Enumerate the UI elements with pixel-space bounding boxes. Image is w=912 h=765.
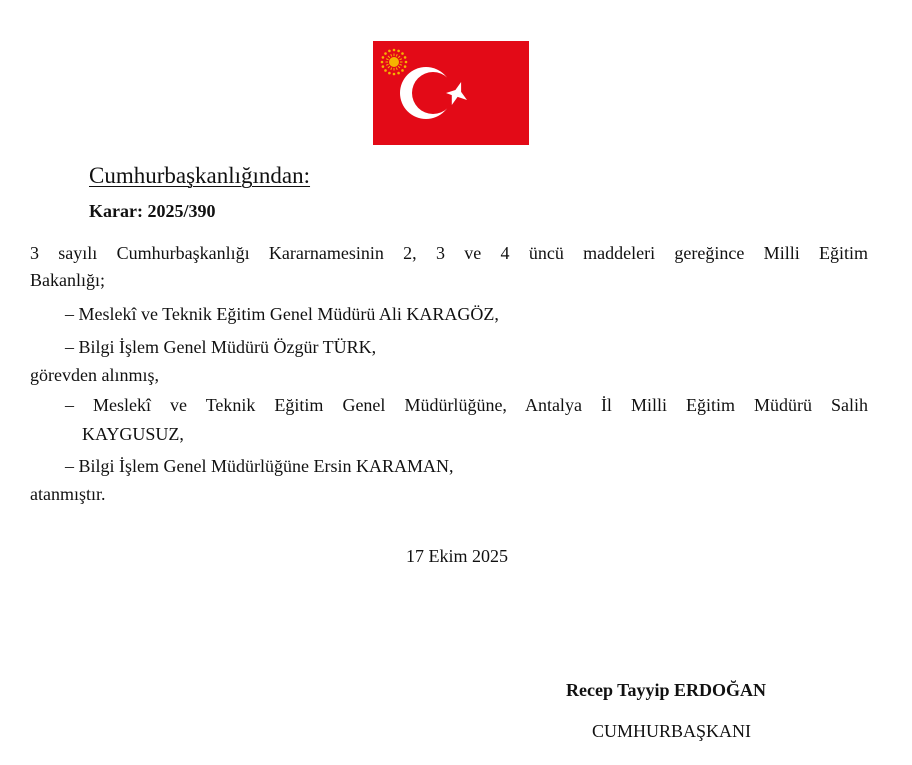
seal-star [405,61,408,64]
intro-line-1: 3 sayılı Cumhurbaşkanlığı Kararnamesinin 2, 3 ve 4 üncü maddeleri gereğince Milli Eğitim [30,243,868,263]
appointed-item-1-line-2: KAYGUSUZ, [82,424,184,444]
seal-star [397,72,400,75]
seal-star [401,52,404,55]
seal-star [397,50,400,53]
removed-item-2: – Bilgi İşlem Genel Müdürü Özgür TÜRK, [65,337,377,357]
seal-star [393,49,396,52]
seal-star [404,65,407,68]
appointed-item-2: – Bilgi İşlem Genel Müdürlüğüne Ersin KARAMAN, [65,456,454,476]
removed-suffix: görevden alınmış, [30,365,159,385]
appointed-item-1-line-1: – Meslekî ve Teknik Eğitim Genel Müdürlüğüne, Antalya İl Milli Eğitim Müdürü Salih [65,395,868,415]
flag-icon [373,41,529,145]
seal-star [388,72,391,75]
signer-name: Recep Tayyip ERDOĞAN [566,680,767,700]
seal-star [404,56,407,59]
signer-title: CUMHURBAŞKANI [592,721,752,741]
seal-star [401,69,404,72]
decision-date: 17 Ekim 2025 [406,546,508,566]
seal-star [393,73,396,76]
seal-star [382,65,385,68]
seal-star [382,56,385,59]
seal-star [381,61,384,64]
seal-star [384,69,387,72]
intro-line-2: Bakanlığı; [30,270,105,290]
seal-sun [389,57,399,67]
turkish-flag [373,41,529,145]
removed-item-1: – Meslekî ve Teknik Eğitim Genel Müdürü Ali KARAGÖZ, [65,304,499,324]
seal-star [384,52,387,55]
appointed-suffix: atanmıştır. [30,484,106,504]
seal-star [388,50,391,53]
decision-number: Karar: 2025/390 [89,201,216,221]
issuing-authority: Cumhurbaşkanlığından: [89,163,311,188]
